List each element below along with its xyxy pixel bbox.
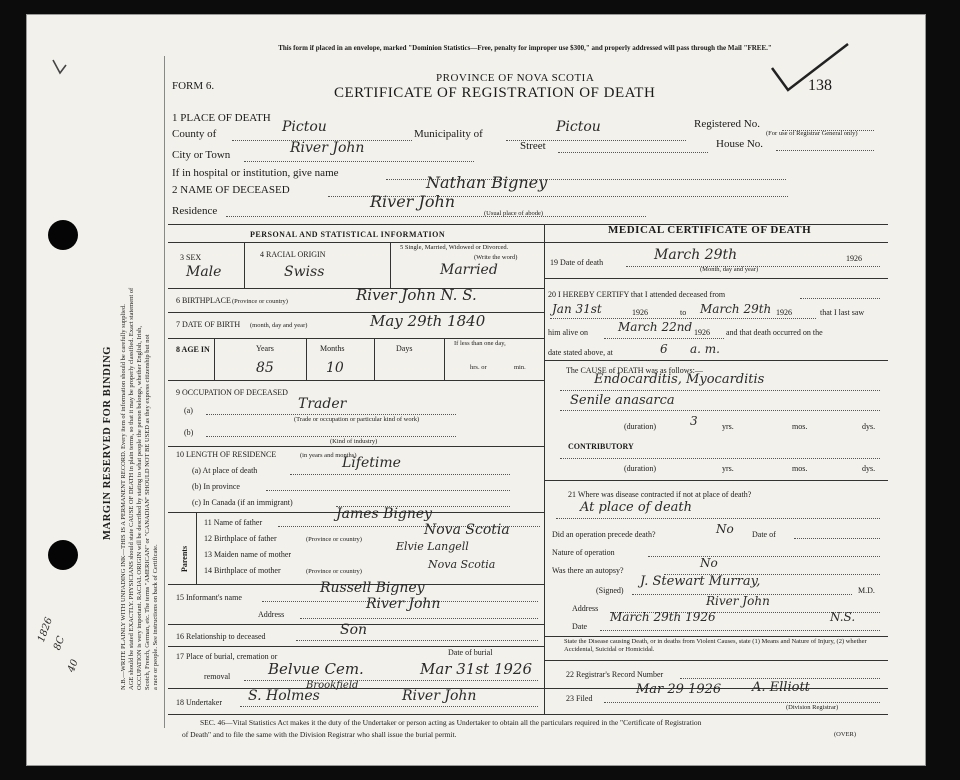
row-line <box>168 312 544 313</box>
min-label: min. <box>514 364 526 371</box>
nature-label: Nature of operation <box>552 548 615 557</box>
ampm-value: a. m. <box>690 342 720 356</box>
field-line <box>206 436 456 437</box>
field-line <box>604 338 724 339</box>
age-months-label: Months <box>320 344 345 353</box>
registrar-note: (Division Registrar) <box>786 704 839 711</box>
less-day-label: If less than one day, <box>454 340 506 347</box>
column-divider <box>544 224 545 714</box>
field-line <box>300 618 538 619</box>
sec46-text-2: of Death" and to file the same with the Division Registrar who shall issue the burial permit. <box>182 730 457 739</box>
father-name-value: James Bigney <box>336 506 433 522</box>
physician-address-label: Address <box>572 604 599 613</box>
informant-label: 15 Informant's name <box>176 593 242 602</box>
sec46-text: SEC. 46—Vital Statistics Act makes it the duty of the Undertaker or person acting as Undertaker to obtain all the particulars required in the "Certificate of Registration <box>200 718 702 727</box>
yrs-label: yrs. <box>722 422 734 431</box>
field-line <box>556 518 880 519</box>
autopsy-label: Was there an autopsy? <box>552 566 624 575</box>
hrs-label: hrs. or <box>470 364 487 371</box>
dob-label: 7 DATE OF BIRTH <box>176 320 241 329</box>
cause-1-value: Endocarditis, Myocarditis <box>594 372 765 387</box>
margin-binding-label: MARGIN RESERVED FOR BINDING <box>102 345 113 540</box>
sex-value: Male <box>186 264 222 280</box>
in-canada-label: (c) In Canada (if an immigrant) <box>192 498 293 507</box>
row-line <box>168 646 544 647</box>
father-birthplace-note: (Province or country) <box>306 536 362 543</box>
margin-instructions: AGE should be stated EXACTLY. PHYSICIANS should state CAUSE OF DEATH in plain terms, so that it may be properly classified. Exact statement of <box>128 287 135 690</box>
municipality-label: Municipality of <box>414 128 483 140</box>
field-line <box>800 298 880 299</box>
row-line <box>168 380 544 381</box>
filed-label: 23 Filed <box>566 694 593 703</box>
medical-date-label: Date <box>572 622 588 631</box>
contracted-label: 21 Where was disease contracted if not at place of death? <box>568 490 752 499</box>
physician-address-value: River John <box>706 594 770 608</box>
age-years-value: 85 <box>256 360 274 376</box>
marital-note: (Write the word) <box>474 254 518 261</box>
personal-heading: PERSONAL AND STATISTICAL INFORMATION <box>250 230 446 239</box>
informant-address-value: River John <box>366 596 441 612</box>
at-place-label: (a) At place of death <box>192 466 258 475</box>
autopsy-value: No <box>700 556 718 570</box>
field-line <box>680 678 880 679</box>
margin-note: 8C <box>52 634 68 652</box>
residence-label: Residence <box>172 205 218 217</box>
parents-label: Parents <box>180 545 189 572</box>
medical-date-value: March 29th 1926 <box>610 610 716 624</box>
field-line <box>604 702 880 703</box>
racial-origin-label: 4 RACIAL ORIGIN <box>260 250 326 259</box>
field-line <box>296 640 538 641</box>
field-line <box>560 410 880 411</box>
cell-divider <box>306 338 307 380</box>
certificate-number: 138 <box>808 77 832 94</box>
him-alive-label: him alive on <box>548 328 588 337</box>
registered-no-label: Registered No. <box>694 118 760 130</box>
occupation-b-note: (Kind of industry) <box>330 438 378 445</box>
province-heading: PROVINCE OF NOVA SCOTIA <box>436 72 595 84</box>
registered-note: (For use of Registrar General only) <box>766 130 858 137</box>
margin-instructions: Scotch, French, German, etc. The terms "AMERICAN" or "CANADIAN" SHOULD NOT BE USED as they express citizenship but not <box>144 334 151 690</box>
occurred-label: and that death occurred on the <box>726 328 823 337</box>
municipality-value: Pictou <box>556 119 601 135</box>
certificate-title: CERTIFICATE OF REGISTRATION OF DEATH <box>334 85 656 101</box>
margin-note: 1826 <box>36 616 56 644</box>
row-line <box>544 278 888 279</box>
undertaker-label: 18 Undertaker <box>176 698 222 707</box>
year-1: 1926 <box>632 308 648 317</box>
mother-birthplace-label: 14 Birthplace of mother <box>204 566 281 575</box>
field-line <box>290 474 510 475</box>
city-value: River John <box>290 140 365 156</box>
cell-divider <box>214 338 215 380</box>
undertaker-address: River John <box>402 688 477 704</box>
operation-value: No <box>716 522 734 536</box>
margin-instructions: OCCUPATION is very important. RACIAL ORIGIN will be described by stating to what people the person belongs, whether English, Irish, <box>136 325 143 690</box>
cell-divider <box>390 242 391 288</box>
margin-instructions: N.B.—WRITE PLAINLY WITH UNFADING INK—THIS IS A PERMANENT RECORD. Every item of information should be carefully supplied. <box>120 304 127 690</box>
cause-label: The CAUSE of DEATH was as follows:— <box>566 366 703 375</box>
field-line <box>560 390 880 391</box>
field-line <box>240 706 538 707</box>
field-line <box>206 414 456 415</box>
binding-hole <box>48 540 78 570</box>
age-years-label: Years <box>256 344 274 353</box>
deceased-name-value: Nathan Bigney <box>426 173 548 192</box>
dys-label: dys. <box>862 422 876 431</box>
informant-value: Russell Bigney <box>320 580 425 596</box>
field-line <box>550 318 816 319</box>
burial-place-label: 17 Place of burial, cremation or <box>176 652 278 661</box>
dob-note: (month, day and year) <box>250 322 308 329</box>
field-line <box>244 680 538 681</box>
sex-label: 3 SEX <box>180 253 202 262</box>
field-line <box>244 161 474 162</box>
medical-heading: MEDICAL CERTIFICATE OF DEATH <box>608 224 812 236</box>
margin-rule <box>164 56 165 728</box>
cell-divider <box>374 338 375 380</box>
residence-length-note: (in years and months) <box>300 452 357 459</box>
field-line <box>560 458 880 459</box>
registrar-record-label: 22 Registrar's Record Number <box>566 670 664 679</box>
burial-date-value: Mar 31st 1926 <box>420 660 532 678</box>
binding-hole <box>48 220 78 250</box>
hospital-label: If in hospital or institution, give name <box>172 167 339 179</box>
certify-label: 20 I HEREBY CERTIFY that I attended deceased from <box>548 290 726 299</box>
operation-label: Did an operation precede death? <box>552 530 656 539</box>
date-of-death-label: 19 Date of death <box>550 258 604 267</box>
row-line <box>544 636 888 637</box>
marital-value: Married <box>440 262 498 278</box>
row-line <box>544 480 888 481</box>
dys-label-2: dys. <box>862 464 876 473</box>
field-line <box>776 150 874 151</box>
undertaker-value: S. Holmes <box>248 688 320 704</box>
mother-birthplace-value: Nova Scotia <box>428 558 496 571</box>
age-months-value: 10 <box>326 360 344 376</box>
mos-label-2: mos. <box>792 464 808 473</box>
duration-label-2: (duration) <box>624 464 656 473</box>
field-line <box>558 152 708 153</box>
date-stated-label: date stated above, at <box>548 348 613 357</box>
cell-divider <box>444 338 445 380</box>
row-line <box>544 360 888 361</box>
field-line <box>648 556 880 557</box>
at-place-value: Lifetime <box>342 455 401 471</box>
margin-note: 40 <box>66 658 81 674</box>
occupation-value: Trader <box>298 396 347 412</box>
birthplace-note: (Province or country) <box>232 298 288 305</box>
to-label: to <box>680 308 687 317</box>
duration-label: (duration) <box>624 422 656 431</box>
residence-value: River John <box>370 192 456 211</box>
place-of-death-label: 1 PLACE OF DEATH <box>172 112 271 124</box>
occupation-a: (a) <box>184 406 193 415</box>
filed-value: Mar 29 1926 <box>636 682 722 697</box>
cause-2-value: Senile anasarca <box>570 393 675 408</box>
year-2: 1926 <box>776 308 792 317</box>
age-days-label: Days <box>396 344 413 353</box>
burial-date-label: Date of burial <box>448 648 493 657</box>
father-birthplace-label: 12 Birthplace of father <box>204 534 277 543</box>
residence-length-label: 10 LENGTH OF RESIDENCE <box>176 450 277 459</box>
mother-name-label: 13 Maiden name of mother <box>204 550 292 559</box>
contributory-label: CONTRIBUTORY <box>568 442 634 451</box>
county-label: County of <box>172 128 217 140</box>
removal-label: removal <box>204 672 231 681</box>
marital-label: 5 Single, Married, Widowed or Divorced. <box>400 244 509 251</box>
date-of-death-note: (Month, day and year) <box>700 266 759 273</box>
birthplace-value: River John N. S. <box>356 286 477 304</box>
undertaker-extra: Brookfield <box>306 680 359 691</box>
informant-address-label: Address <box>258 610 285 619</box>
date-of-operation-label: Date of <box>752 530 776 539</box>
mother-name-value: Elvie Langell <box>396 540 469 553</box>
residence-note: (Usual place of abode) <box>484 210 544 217</box>
margin-instructions: a race or people. See instructions on back of Certificate. <box>152 544 159 690</box>
attended-to-value: March 29th <box>700 302 772 316</box>
contracted-value: At place of death <box>580 500 692 515</box>
form-number: FORM 6. <box>172 80 215 92</box>
field-line <box>794 538 880 539</box>
father-birthplace-value: Nova Scotia <box>424 522 510 538</box>
cell-divider <box>196 512 197 584</box>
dob-value: May 29th 1840 <box>370 312 486 330</box>
occupation-b: (b) <box>184 428 194 437</box>
row-line <box>168 242 544 243</box>
house-no-label: House No. <box>716 138 764 150</box>
year-3: 1926 <box>694 328 710 337</box>
md-label: M.D. <box>858 586 875 595</box>
relationship-label: 16 Relationship to deceased <box>176 632 266 641</box>
date-of-death-value: March 29th <box>654 247 738 263</box>
field-line <box>600 630 880 631</box>
row-line <box>168 446 544 447</box>
age-label: 8 AGE IN <box>176 345 210 354</box>
burial-place-value: Belvue Cem. <box>268 660 364 678</box>
street-label: Street <box>520 140 546 152</box>
violent-causes-note: State the Disease causing Death, or in deaths from Violent Causes, state (1) Means and Nature of Injury, (2) whether Accidental, Suicidal or Homicidal. <box>564 638 867 653</box>
county-value: Pictou <box>282 119 327 135</box>
yrs-label-2: yrs. <box>722 464 734 473</box>
time-value: 6 <box>660 342 668 356</box>
row-line <box>168 338 544 339</box>
last-saw-value: March 22nd <box>618 320 693 334</box>
medical-date-extra: N.S. <box>830 610 856 624</box>
row-line <box>544 660 888 661</box>
occupation-label: 9 OCCUPATION OF DECEASED <box>176 388 288 397</box>
postal-notice: This form if placed in an envelope, marked "Dominion Statistics—Free, penalty for improper use $300," and properly addressed will pass through the Mail "FREE." <box>278 44 772 52</box>
racial-origin-value: Swiss <box>284 264 325 280</box>
occupation-a-note: (Trade or occupation or particular kind of work) <box>294 416 420 423</box>
row-line <box>544 242 888 243</box>
table-border <box>168 714 888 715</box>
deceased-name-label: 2 NAME OF DECEASED <box>172 184 290 196</box>
cell-divider <box>244 242 245 288</box>
field-line <box>226 216 646 217</box>
city-label: City or Town <box>172 149 231 161</box>
mos-label: mos. <box>792 422 808 431</box>
last-saw-label: that I last saw <box>820 308 865 317</box>
over-label: (OVER) <box>834 731 857 738</box>
father-name-label: 11 Name of father <box>204 518 263 527</box>
birthplace-label: 6 BIRTHPLACE <box>176 296 231 305</box>
duration-value: 3 <box>690 414 698 428</box>
mother-birthplace-note: (Province or country) <box>306 568 362 575</box>
field-line <box>266 490 510 491</box>
physician-signature: J. Stewart Murray, <box>640 574 761 589</box>
check-icon <box>50 56 72 78</box>
attended-from-value: Jan 31st <box>552 302 602 316</box>
date-of-death-year: 1926 <box>846 254 862 263</box>
registrar-signature: A. Elliott <box>752 680 810 695</box>
in-province-label: (b) In province <box>192 482 240 491</box>
relationship-value: Son <box>340 622 368 638</box>
signed-label: (Signed) <box>596 586 624 595</box>
